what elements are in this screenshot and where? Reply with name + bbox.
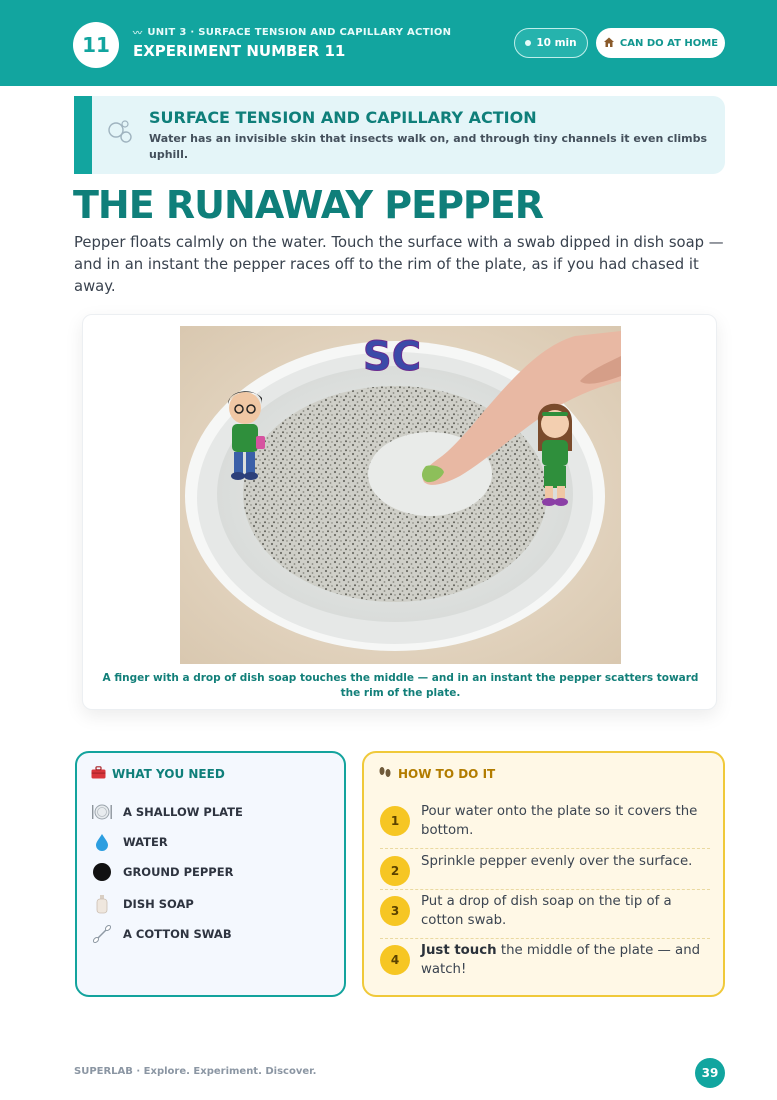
- steps-title-row: [378, 766, 495, 782]
- water-drop-icon: [91, 831, 113, 853]
- materials-box: [75, 751, 346, 997]
- material-item: [91, 893, 194, 915]
- page-number: 39: [695, 1058, 725, 1088]
- soap-bottle-icon: [91, 893, 113, 915]
- step-number: 4: [380, 945, 410, 975]
- steps-title: HOW TO DO IT: [398, 767, 496, 781]
- step-text: Put a drop of dish soap on the tip of a cotton swab.: [421, 894, 672, 928]
- time-badge: [514, 28, 588, 58]
- unit-line: [133, 26, 451, 39]
- material-label: WATER: [123, 835, 168, 849]
- home-badge-label: CAN DO AT HOME: [619, 37, 719, 49]
- topic-accent-bar: [74, 96, 92, 174]
- step-item: [380, 892, 710, 930]
- step-text-emphasis: Just touch: [421, 943, 497, 958]
- step-item: [380, 941, 710, 979]
- material-item: [91, 861, 233, 883]
- material-item: [91, 923, 232, 945]
- experiment-photo: [180, 326, 621, 664]
- intro-paragraph: Pepper floats calmly on the water. Touch the surface with a swab dipped in dish soap — and in an instant the pepper races off to the rim of the plate, as if you had chased it away.: [74, 234, 724, 295]
- step-number: 2: [380, 856, 410, 886]
- step-divider: [380, 848, 710, 849]
- material-label: DISH SOAP: [123, 897, 194, 911]
- time-badge-label: 10 min: [536, 37, 577, 49]
- step-divider: [380, 938, 710, 939]
- experiment-label: EXPERIMENT NUMBER 11: [133, 42, 346, 60]
- steps-box: [362, 751, 725, 997]
- topic-banner: [74, 96, 725, 174]
- material-label: A COTTON SWAB: [123, 927, 232, 941]
- bubbles-icon: [106, 116, 140, 150]
- clock-dot-icon: [525, 40, 531, 46]
- unit-label: UNIT 3 · SURFACE TENSION AND CAPILLARY ACTION: [147, 27, 452, 38]
- step-item: [380, 802, 710, 840]
- materials-title: WHAT YOU NEED: [112, 767, 225, 781]
- materials-title-row: [91, 766, 225, 782]
- step-text: Pour water onto the plate so it covers the bottom.: [421, 804, 698, 838]
- step-item: [380, 852, 710, 886]
- topic-text: Water has an invisible skin that insects walk on, and through tiny channels it even climbs uphill.: [149, 132, 708, 161]
- experiment-number-badge: 11: [73, 22, 119, 68]
- step-number: 1: [380, 806, 410, 836]
- house-icon: [603, 36, 615, 51]
- step-divider: [380, 889, 710, 890]
- wave-icon: 〰: [133, 29, 143, 39]
- photo-card: [82, 314, 717, 710]
- photo-logo-text: SC: [362, 334, 422, 380]
- footprints-icon: [378, 766, 392, 782]
- black-circle-icon: [91, 861, 113, 883]
- toolbox-icon: [91, 766, 106, 782]
- photo-caption: A finger with a drop of dish soap touches the middle — and in an instant the pepper scatters toward the rim of the plate.: [102, 672, 699, 699]
- material-item: [91, 801, 243, 823]
- footer-text: SUPERLAB · Explore. Experiment. Discover.: [74, 1066, 317, 1077]
- swab-icon: [91, 923, 113, 945]
- page-title: THE RUNAWAY PEPPER: [73, 183, 543, 227]
- page-header: [0, 0, 777, 86]
- plate-icon: [91, 801, 113, 823]
- step-text: Sprinkle pepper evenly over the surface.: [421, 854, 693, 869]
- home-badge: [596, 28, 725, 58]
- topic-title: SURFACE TENSION AND CAPILLARY ACTION: [149, 108, 537, 127]
- step-text: Just touch the middle of the plate — and watch!: [421, 943, 701, 977]
- material-label: GROUND PEPPER: [123, 865, 234, 879]
- step-number: 3: [380, 896, 410, 926]
- material-label: A SHALLOW PLATE: [123, 805, 243, 819]
- material-item: [91, 831, 168, 853]
